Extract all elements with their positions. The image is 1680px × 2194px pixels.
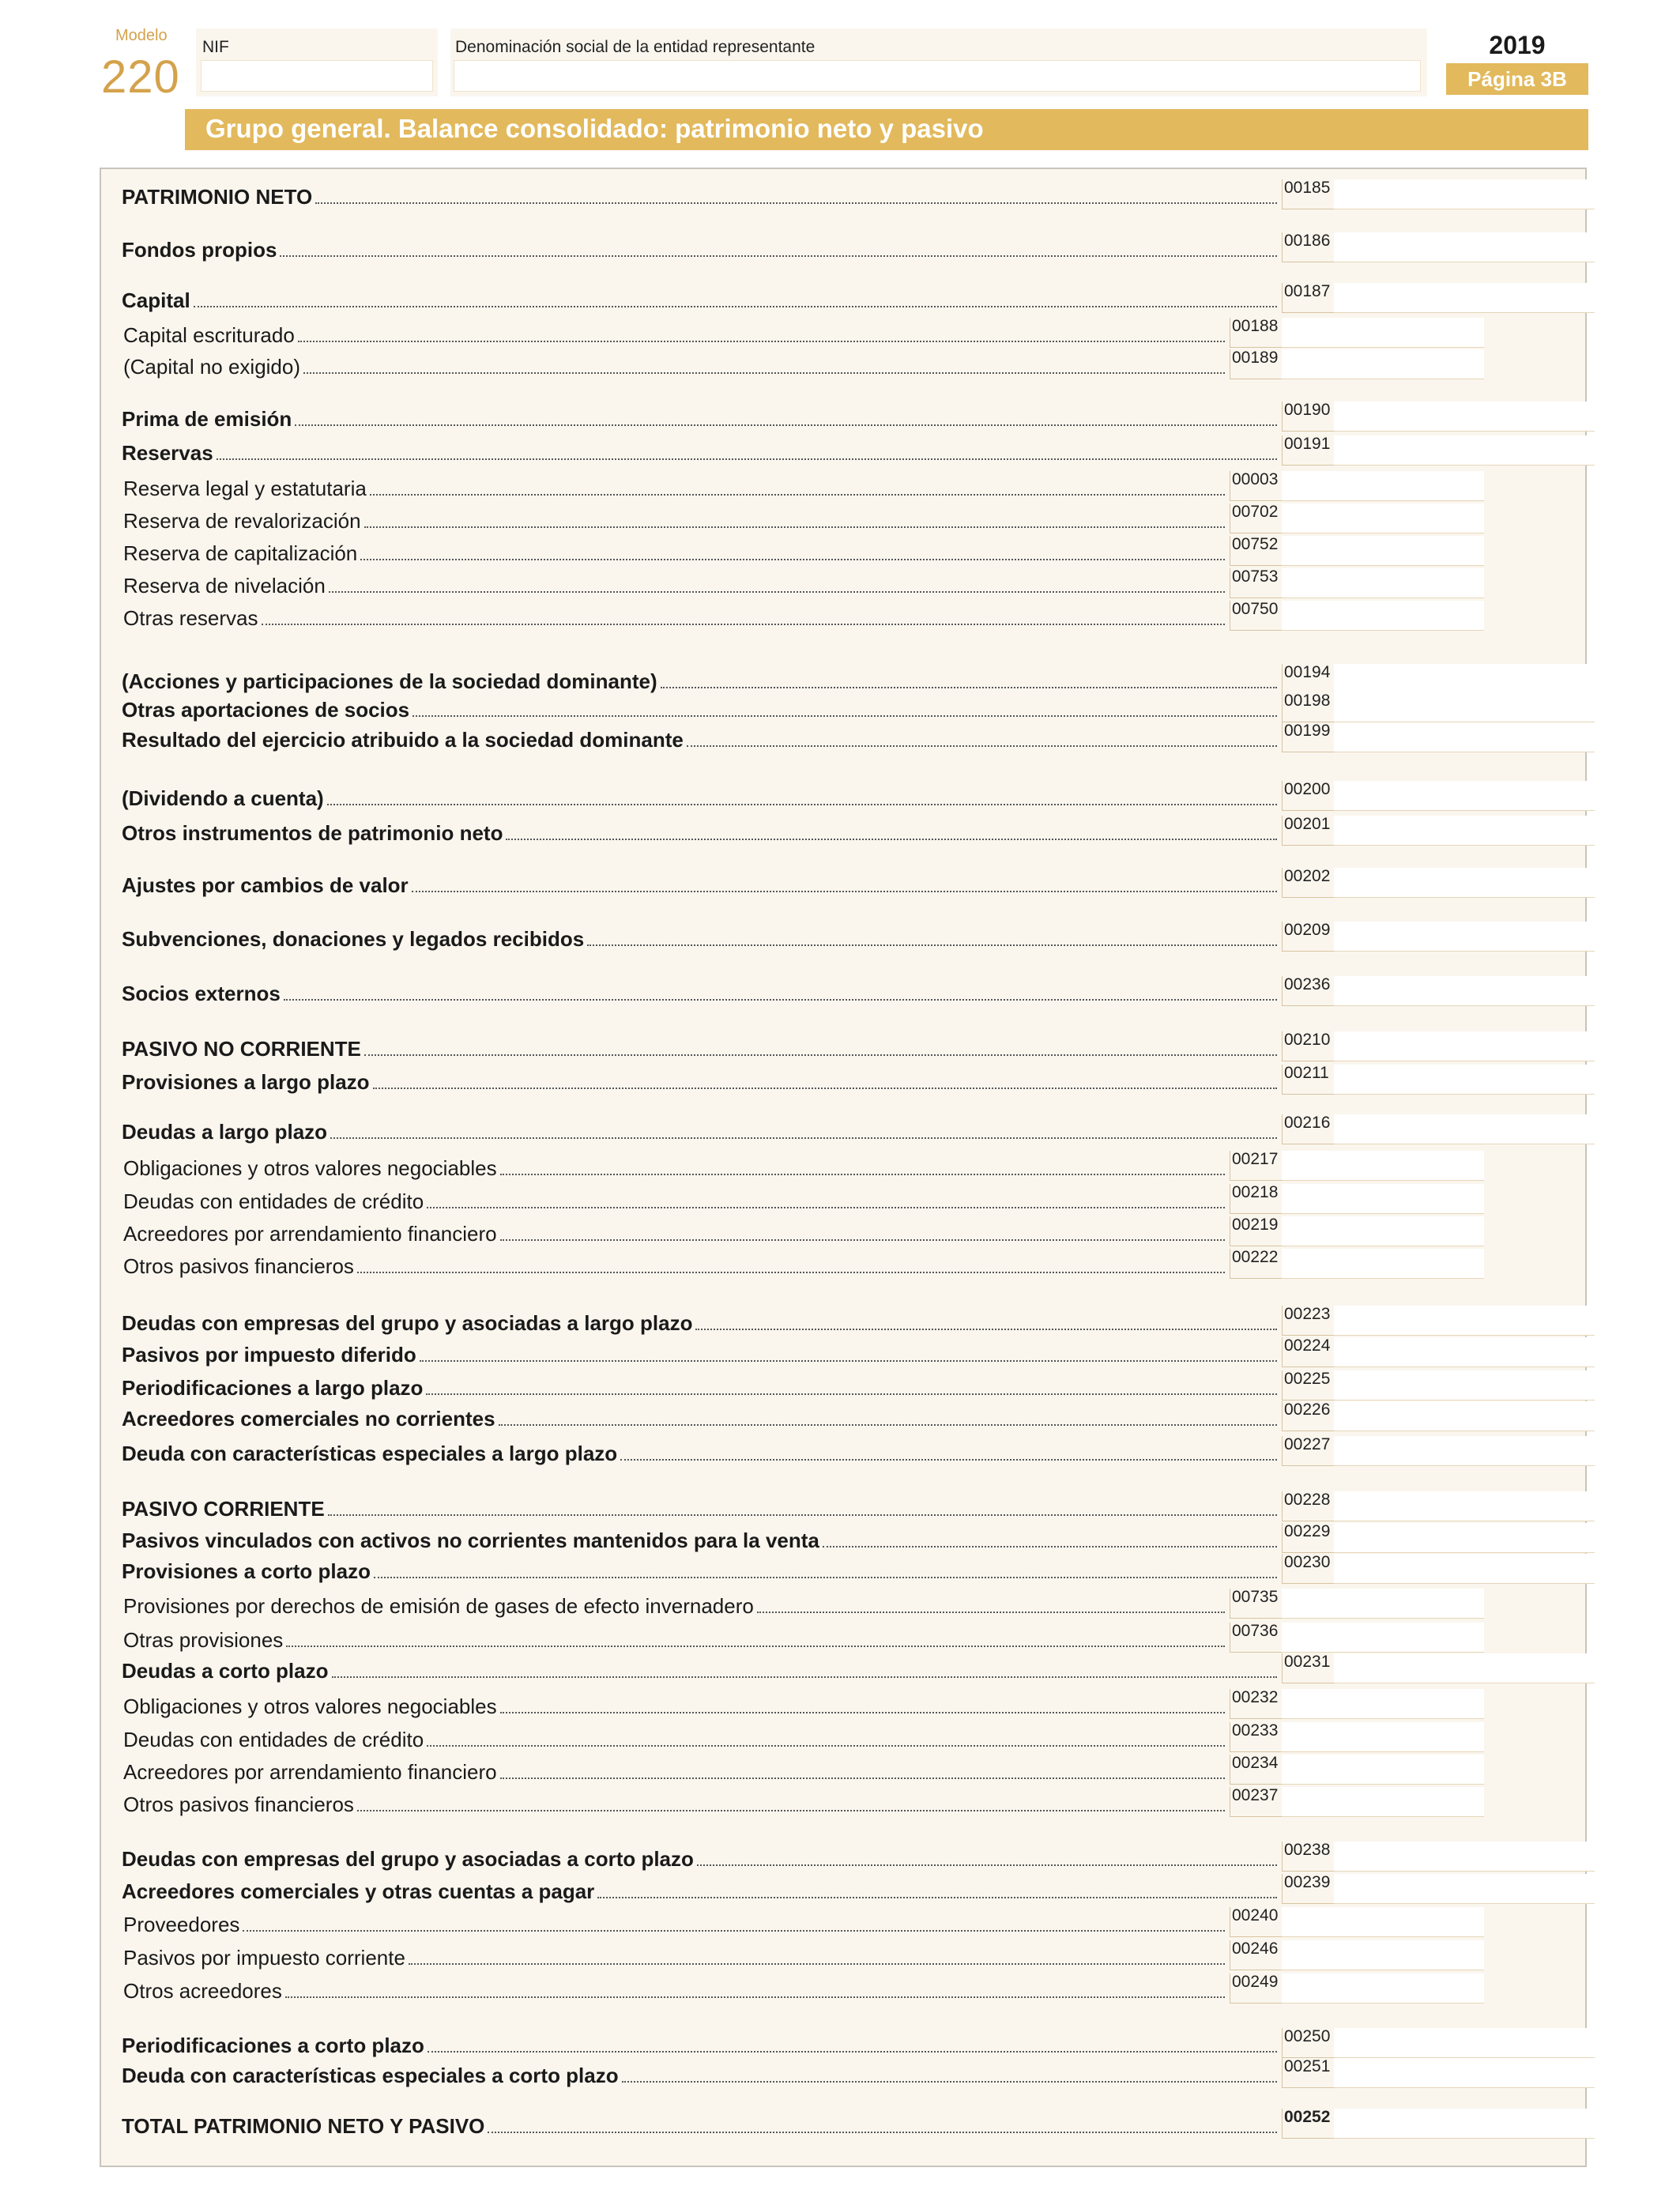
page-label: Página 3B (1446, 63, 1588, 95)
row-label (122, 1114, 1277, 1144)
row-label (122, 179, 1277, 209)
dot-leader (285, 1996, 1225, 1998)
amount-input[interactable] (1334, 922, 1595, 952)
dot-leader (303, 372, 1225, 374)
box-code: 00219 (1230, 1216, 1282, 1246)
row-label (122, 232, 1277, 262)
box-code: 00198 (1282, 692, 1334, 722)
amount-input[interactable] (1282, 1787, 1484, 1817)
row-label (123, 536, 1225, 566)
dot-leader (506, 839, 1277, 840)
amount-input[interactable] (1282, 349, 1484, 379)
row-label (123, 1216, 1225, 1246)
row-label (122, 401, 1277, 432)
amount-input[interactable] (1334, 1653, 1595, 1683)
dot-leader (587, 944, 1277, 946)
dot-leader (364, 526, 1225, 528)
row-label (122, 1491, 1277, 1521)
box-code: 00230 (1282, 1554, 1334, 1584)
row-label (123, 1973, 1225, 2004)
box-code: 00246 (1230, 1940, 1282, 1970)
amount-input[interactable] (1334, 1436, 1595, 1466)
dot-leader (620, 1459, 1277, 1461)
row-label-text: Socios externos (122, 982, 281, 1005)
amount-input[interactable] (1282, 318, 1484, 348)
row-label-text: Reserva de nivelación (123, 574, 326, 598)
dot-leader (332, 1676, 1278, 1678)
amount-input[interactable] (1282, 568, 1484, 598)
row-label-text: Otras aportaciones de socios (122, 698, 410, 722)
box-code: 00188 (1230, 318, 1282, 348)
box-code: 00238 (1282, 1842, 1334, 1872)
row-label (122, 722, 1277, 752)
row-label-text: PATRIMONIO NETO (122, 185, 313, 209)
dot-leader (298, 341, 1225, 342)
amount-input[interactable] (1282, 1623, 1484, 1653)
amount-input[interactable] (1334, 1114, 1595, 1144)
amount-input[interactable] (1282, 1216, 1484, 1246)
dot-leader (757, 1612, 1225, 1613)
row-label (122, 664, 1277, 694)
amount-input[interactable] (1334, 2028, 1595, 2058)
box-code: 00236 (1282, 976, 1334, 1006)
box-code: 00003 (1230, 471, 1282, 501)
dot-leader (194, 306, 1277, 307)
row-label (122, 2028, 1277, 2058)
row-label (123, 503, 1225, 533)
dot-leader (500, 1174, 1225, 1175)
section-title-bar (185, 109, 1588, 150)
row-label-text: Provisiones por derechos de emisión de gases de efecto invernadero (123, 1594, 754, 1618)
nif-input[interactable] (201, 60, 433, 92)
row-label-text: Capital escriturado (123, 323, 295, 347)
amount-input[interactable] (1334, 435, 1595, 466)
denominacion-box (450, 28, 1427, 96)
nif-label: NIF (202, 38, 229, 56)
row-label-text: Acreedores comerciales y otras cuentas a pagar (122, 1879, 595, 1903)
dot-leader (370, 494, 1225, 496)
amount-input[interactable] (1282, 1755, 1484, 1785)
row-label (123, 1907, 1225, 1937)
row-label (122, 1401, 1277, 1431)
row-label-text: TOTAL PATRIMONIO NETO Y PASIVO (122, 2114, 485, 2138)
row-label-text: Periodificaciones a corto plazo (122, 2034, 424, 2057)
box-code: 00233 (1230, 1722, 1282, 1752)
row-label-text: Provisiones a corto plazo (122, 1559, 371, 1583)
row-label-text: Deudas con empresas del grupo y asociadas a corto plazo (122, 1847, 694, 1871)
row-label (123, 1755, 1225, 1785)
amount-input[interactable] (1334, 692, 1595, 722)
row-label-text: Prima de emisión (122, 407, 292, 431)
dot-leader (286, 1646, 1225, 1647)
denominacion-input[interactable] (454, 60, 1421, 92)
dot-leader (428, 2051, 1277, 2053)
row-label-text: (Acciones y participaciones de la sociedad dominante) (122, 669, 657, 693)
dot-leader (280, 255, 1277, 257)
amount-input[interactable] (1334, 232, 1595, 262)
modelo-number: 220 (101, 51, 180, 103)
amount-input[interactable] (1282, 1722, 1484, 1752)
amount-input[interactable] (1334, 781, 1595, 811)
dot-leader (695, 1329, 1277, 1330)
row-label (122, 1337, 1277, 1367)
row-label-text: Deudas con entidades de crédito (123, 1728, 424, 1751)
row-label (122, 781, 1277, 811)
amount-input[interactable] (1282, 471, 1484, 501)
dot-leader (360, 559, 1225, 560)
dot-leader (315, 202, 1277, 204)
row-label-text: Otros acreedores (123, 1979, 282, 2003)
amount-input[interactable] (1334, 1842, 1595, 1872)
dot-leader (357, 1810, 1225, 1811)
box-code: 00250 (1282, 2028, 1334, 2058)
row-label-text: Provisiones a largo plazo (122, 1070, 370, 1094)
row-label-text: Deuda con características especiales a corto plazo (122, 2064, 619, 2087)
amount-input[interactable] (1334, 283, 1595, 313)
box-code: 00187 (1282, 283, 1334, 313)
box-code: 00224 (1282, 1337, 1334, 1367)
amount-input[interactable] (1282, 536, 1484, 566)
row-label (122, 1653, 1277, 1683)
box-code: 00186 (1282, 232, 1334, 262)
box-code: 00736 (1230, 1623, 1282, 1653)
row-label-text: Capital (122, 288, 190, 312)
box-code: 00735 (1230, 1589, 1282, 1619)
amount-input[interactable] (1334, 664, 1595, 694)
row-label (122, 1370, 1277, 1400)
box-code: 00249 (1230, 1973, 1282, 2004)
box-code: 00201 (1282, 816, 1334, 846)
row-label (123, 318, 1225, 348)
row-label-text: Otras reservas (123, 606, 258, 630)
dot-leader (597, 1897, 1277, 1898)
box-code: 00209 (1282, 922, 1334, 952)
row-label (122, 2058, 1277, 2088)
dot-leader (374, 1577, 1277, 1578)
amount-input[interactable] (1334, 401, 1595, 432)
amount-input[interactable] (1334, 1491, 1595, 1521)
amount-input[interactable] (1334, 1554, 1595, 1584)
row-label-text: Reserva legal y estatutaria (123, 477, 367, 500)
row-label (123, 1940, 1225, 1970)
amount-input[interactable] (1282, 1689, 1484, 1719)
dot-leader (823, 1546, 1277, 1547)
amount-input[interactable] (1334, 1370, 1595, 1400)
box-code: 00753 (1230, 568, 1282, 598)
amount-input[interactable] (1334, 2058, 1595, 2088)
dot-leader (409, 1963, 1225, 1965)
amount-input[interactable] (1282, 1973, 1484, 2004)
row-label (123, 1787, 1225, 1817)
box-code: 00234 (1230, 1755, 1282, 1785)
row-label (123, 1623, 1225, 1653)
row-label-text: Deudas a largo plazo (122, 1120, 328, 1144)
row-label (122, 816, 1277, 846)
row-label-text: Ajustes por cambios de valor (122, 873, 409, 897)
row-label-text: Deudas con empresas del grupo y asociadas a largo plazo (122, 1311, 693, 1335)
row-label (122, 283, 1277, 313)
dot-leader (427, 1745, 1225, 1747)
row-label (122, 692, 1277, 722)
dot-leader (500, 1777, 1225, 1779)
dot-leader (420, 1360, 1277, 1362)
row-label-text: Pasivos por impuesto diferido (122, 1343, 416, 1367)
box-code: 00239 (1282, 1874, 1334, 1904)
row-label-text: Resultado del ejercicio atribuido a la sociedad dominante (122, 728, 684, 752)
row-label (122, 2109, 1277, 2139)
amount-input[interactable] (1282, 1940, 1484, 1970)
box-code: 00228 (1282, 1491, 1334, 1521)
dot-leader (327, 804, 1277, 805)
row-label (123, 1249, 1225, 1279)
box-code: 00702 (1230, 503, 1282, 533)
row-label-text: Otras provisiones (123, 1628, 284, 1652)
amount-input[interactable] (1334, 1306, 1595, 1336)
box-code: 00223 (1282, 1306, 1334, 1336)
row-label (122, 1065, 1277, 1095)
box-code: 00232 (1230, 1689, 1282, 1719)
denominacion-label: Denominación social de la entidad representante (455, 38, 816, 56)
row-label-text: (Dividendo a cuenta) (122, 786, 324, 810)
row-label (122, 1306, 1277, 1336)
row-label-text: Obligaciones y otros valores negociables (123, 1695, 497, 1718)
box-code: 00222 (1230, 1249, 1282, 1279)
amount-input[interactable] (1334, 1401, 1595, 1431)
box-code: 00218 (1230, 1184, 1282, 1214)
row-label (122, 1523, 1277, 1553)
dot-leader (426, 1393, 1277, 1395)
dot-leader (328, 1514, 1277, 1516)
box-code: 00189 (1230, 349, 1282, 379)
dot-leader (499, 1424, 1277, 1426)
box-code: 00200 (1282, 781, 1334, 811)
box-code: 00216 (1282, 1114, 1334, 1144)
row-label (122, 1031, 1277, 1061)
amount-input[interactable] (1282, 601, 1484, 631)
row-label-text: Otros instrumentos de patrimonio neto (122, 821, 503, 845)
box-code: 00251 (1282, 2058, 1334, 2088)
box-code: 00752 (1230, 536, 1282, 566)
row-label (123, 1589, 1225, 1619)
row-label (122, 1436, 1277, 1466)
row-label (123, 349, 1225, 379)
dot-leader (427, 1207, 1225, 1208)
nif-box (196, 28, 438, 96)
row-label-text: Proveedores (123, 1913, 240, 1936)
year-label: 2019 (1446, 32, 1588, 58)
amount-input[interactable] (1334, 179, 1595, 209)
amount-input[interactable] (1282, 1249, 1484, 1279)
box-code: 00185 (1282, 179, 1334, 209)
box-code: 00252 (1282, 2109, 1334, 2139)
dot-leader (357, 1272, 1225, 1273)
box-code: 00231 (1282, 1653, 1334, 1683)
row-label (122, 1554, 1277, 1584)
dot-leader (412, 715, 1277, 717)
dot-leader (243, 1930, 1225, 1932)
box-code: 00237 (1230, 1787, 1282, 1817)
amount-input[interactable] (1282, 503, 1484, 533)
row-label-text: PASIVO CORRIENTE (122, 1497, 325, 1521)
box-code: 00194 (1282, 664, 1334, 694)
row-label-text: Acreedores por arrendamiento financiero (123, 1760, 497, 1784)
amount-input[interactable] (1282, 1184, 1484, 1214)
dot-leader (687, 745, 1277, 747)
amount-input[interactable] (1334, 722, 1595, 752)
row-label (122, 1874, 1277, 1904)
amount-input[interactable] (1334, 1337, 1595, 1367)
dot-leader (284, 999, 1277, 1001)
amount-input[interactable] (1334, 1523, 1595, 1553)
row-label-text: Pasivos vinculados con activos no corrientes mantenidos para la venta (122, 1529, 819, 1552)
box-code: 00240 (1230, 1907, 1282, 1937)
row-label-text: Reservas (122, 441, 213, 465)
dot-leader (622, 2081, 1277, 2083)
box-code: 00217 (1230, 1151, 1282, 1181)
balance-form-panel (100, 168, 1587, 2167)
dot-leader (373, 1088, 1277, 1089)
amount-input[interactable] (1282, 1907, 1484, 1937)
row-label-text: Otros pasivos financieros (123, 1793, 354, 1816)
amount-input[interactable] (1334, 1031, 1595, 1061)
dot-leader (262, 624, 1226, 625)
row-label-text: Deudas con entidades de crédito (123, 1189, 424, 1213)
row-label-text: Acreedores por arrendamiento financiero (123, 1222, 497, 1246)
row-label (123, 1151, 1225, 1181)
row-label (123, 1689, 1225, 1719)
box-code: 00199 (1282, 722, 1334, 752)
row-label-text: Reserva de revalorización (123, 509, 361, 533)
row-label-text: Pasivos por impuesto corriente (123, 1946, 405, 1970)
row-label-text: Acreedores comerciales no corrientes (122, 1407, 495, 1431)
dot-leader (295, 424, 1277, 426)
amount-input[interactable] (1282, 1151, 1484, 1181)
box-code: 00227 (1282, 1436, 1334, 1466)
row-label (123, 568, 1225, 598)
row-label-text: Subvenciones, donaciones y legados recibidos (122, 927, 585, 951)
amount-input[interactable] (1334, 1874, 1595, 1904)
box-code: 00226 (1282, 1401, 1334, 1431)
dot-leader (500, 1712, 1225, 1713)
row-label-text: Deudas a corto plazo (122, 1659, 329, 1683)
row-label (122, 435, 1277, 466)
dot-leader (500, 1239, 1225, 1241)
row-label-text: Fondos propios (122, 238, 277, 262)
row-label (123, 1184, 1225, 1214)
row-label (122, 868, 1277, 898)
dot-leader (697, 1864, 1277, 1866)
box-code: 00225 (1282, 1370, 1334, 1400)
amount-input[interactable] (1334, 868, 1595, 898)
row-label-text: Otros pasivos financieros (123, 1254, 354, 1278)
box-code: 00191 (1282, 435, 1334, 466)
box-code: 00211 (1282, 1065, 1334, 1095)
row-label-text: PASIVO NO CORRIENTE (122, 1037, 361, 1061)
section-title: Grupo general. Balance consolidado: patrimonio neto y pasivo (205, 114, 984, 143)
dot-leader (217, 458, 1277, 460)
dot-leader (412, 891, 1277, 892)
amount-input[interactable] (1334, 816, 1595, 846)
box-code: 00202 (1282, 868, 1334, 898)
modelo-label: Modelo (115, 27, 168, 44)
row-label (123, 471, 1225, 501)
row-label-text: (Capital no exigido) (123, 355, 301, 379)
row-label (123, 601, 1225, 631)
row-label-text: Reserva de capitalización (123, 541, 358, 565)
box-code: 00190 (1282, 401, 1334, 432)
dot-leader (661, 687, 1277, 688)
row-label (122, 1842, 1277, 1872)
dot-leader (364, 1054, 1277, 1056)
box-code: 00229 (1282, 1523, 1334, 1553)
row-label-text: Obligaciones y otros valores negociables (123, 1156, 497, 1180)
box-code: 00210 (1282, 1031, 1334, 1061)
row-label (122, 922, 1277, 952)
amount-input[interactable] (1282, 1589, 1484, 1619)
row-label (123, 1722, 1225, 1752)
dot-leader (330, 1137, 1277, 1139)
amount-input[interactable] (1334, 976, 1595, 1006)
dot-leader (488, 2132, 1277, 2133)
amount-input[interactable] (1334, 1065, 1595, 1095)
dot-leader (329, 591, 1225, 593)
box-code: 00750 (1230, 601, 1282, 631)
row-label (122, 976, 1277, 1006)
row-label-text: Deuda con características especiales a largo plazo (122, 1442, 618, 1465)
amount-input[interactable] (1334, 2109, 1595, 2139)
row-label-text: Periodificaciones a largo plazo (122, 1376, 424, 1400)
